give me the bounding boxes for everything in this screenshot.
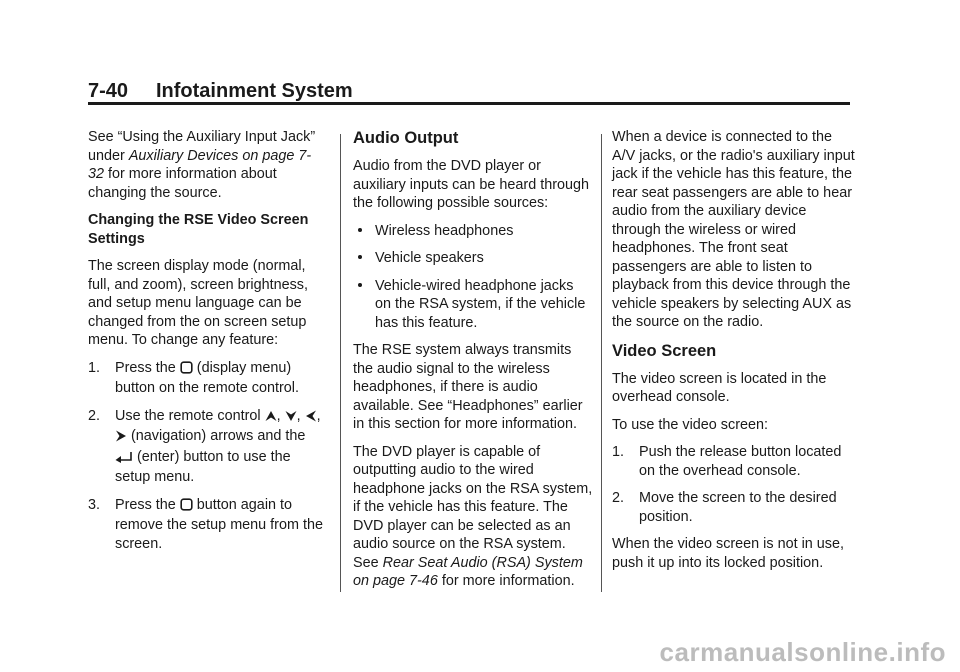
settings-heading: Changing the RSE Video Screen Settings — [88, 212, 309, 247]
page-header — [88, 80, 850, 103]
settings-paragraph: The screen display mode (normal, full, and zoom), screen brightness, and setup menu language can be changed from the on screen setup menu. To change any feature: — [88, 258, 308, 348]
video-stow-paragraph: When the video screen is not in use, push it up into its locked position. — [612, 536, 844, 571]
column-3 — [612, 128, 857, 581]
column-divider-2 — [601, 134, 602, 592]
bullet-item: Vehicle speakers — [353, 249, 593, 268]
column-2 — [353, 128, 593, 600]
video-location-paragraph: The video screen is located in the overhead console. — [612, 370, 827, 405]
bullet-item: Vehicle-wired headphone jacks on the RSA system, if the vehicle has this feature. — [353, 277, 593, 333]
auxiliary-devices-link[interactable]: Auxiliary Devices on page 7-32 — [88, 147, 312, 182]
column-1 — [88, 128, 323, 562]
arrow-up-icon — [265, 409, 277, 428]
video-usage-paragraph: To use the video screen: — [612, 416, 768, 433]
watermark: carmanualsonline.info — [659, 637, 946, 667]
video-screen-title: Video Screen — [612, 341, 717, 360]
page-title: Infotainment System — [156, 80, 353, 102]
bullet-dot — [358, 255, 362, 259]
aux-device-paragraph: When a device is connected to the A/V jacks, or the radio's auxiliary input jack if the vehicle has this feature, the rear seat passengers are able to hear audio from the auxiliary device through the wireless or wired headphones. The front seat passengers are able to listen to playback from this device through the vehicle speakers by selecting AUX as the source on the radio. — [612, 129, 855, 330]
step-2: 2. Use the remote control , , , (navigation) arrows and the (enter) button to use the setup menu. — [88, 407, 321, 485]
arrow-right-icon — [115, 429, 127, 448]
page-number: 7-40 — [88, 80, 129, 102]
rse-transmit-paragraph: The RSE system always transmits the audio signal to the wireless headphones, if there is audio available. See “Headphones” earlier in this section for more information. — [353, 342, 583, 432]
enter-icon — [115, 450, 133, 469]
video-step-1: 1. Push the release button located on the overhead console. — [612, 444, 842, 479]
bullet-dot — [358, 283, 362, 287]
arrow-down-icon — [285, 409, 297, 428]
intro-paragraph: See “Using the Auxiliary Input Jack” under Auxiliary Devices on page 7-32 for more information about changing the source. — [88, 129, 316, 201]
arrow-left-icon — [305, 409, 317, 428]
column-divider-1 — [340, 134, 341, 592]
display-menu-icon — [180, 498, 193, 517]
audio-output-title: Audio Output — [353, 129, 459, 147]
rsa-system-link[interactable]: Rear Seat Audio (RSA) System on page 7-46 — [353, 554, 583, 589]
step-1: 1. Press the (display menu) button on the remote control. — [88, 359, 299, 396]
header-rule — [88, 102, 850, 105]
step-3: 3. Press the button again to remove the setup menu from the screen. — [88, 496, 323, 552]
display-menu-icon — [180, 361, 193, 380]
bullet-dot — [358, 228, 362, 232]
bullet-item: Wireless headphones — [353, 222, 593, 241]
dvd-audio-paragraph: The DVD player is capable of outputting audio to the wired headphone jacks on the RSA system, if the vehicle has this feature. The DVD player can be selected as an audio source on the RSA system. See Rear Seat Audio (RSA) System on page 7-46 for more information. — [353, 443, 593, 589]
audio-sources-paragraph: Audio from the DVD player or auxiliary inputs can be heard through the following possible sources: — [353, 158, 589, 211]
video-step-2: 2. Move the screen to the desired position. — [612, 490, 837, 525]
